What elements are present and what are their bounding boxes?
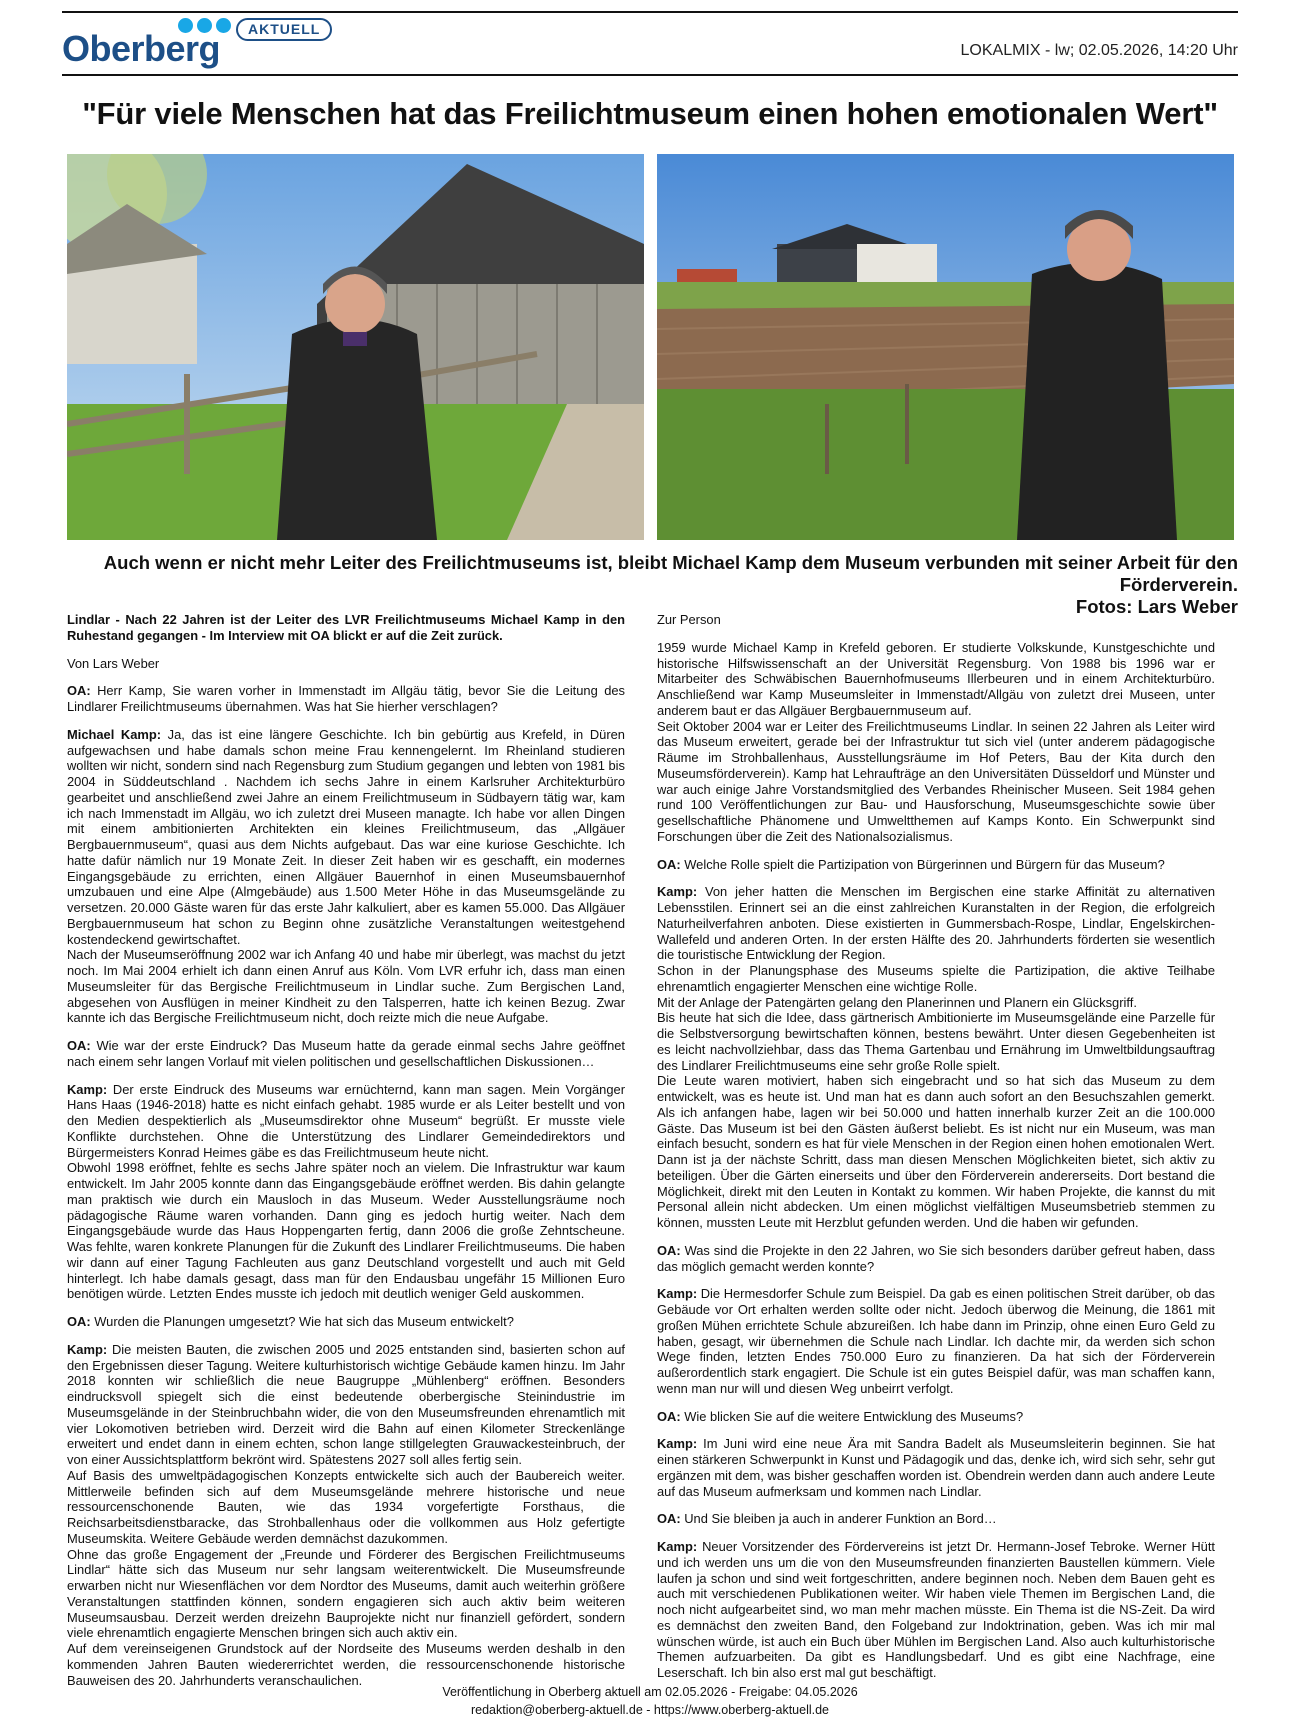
byline: Von Lars Weber bbox=[67, 655, 160, 671]
answer bbox=[657, 1436, 1215, 1499]
logo-badge: AKTUELL bbox=[236, 18, 332, 41]
answer-paragraph: Bis heute hat sich die Idee, dass gärtnerisch Ambitionierte im Museumsgelände eine Parzelle für die Selbstversorgung bewirtschaften können, bestens bewährt. Unter diesen Gegebenheiten ist es leicht nachvollziehbar, dass das Thema Gartenbau und Ernährung im Umweltbildungsauftrag des Lindlarer Freilichtmuseums eine sehr große Rolle spielt. bbox=[657, 1010, 1215, 1073]
article-title: "Für viele Menschen hat das Freilichtmuseum einen hohen emotionalen Wert" bbox=[82, 96, 1218, 131]
answer-text: Die Hermesdorfer Schule zum Beispiel. Da gab es einen politischen Streit darüber, ob das Gebäude vor Ort erhalten werden sollte oder nicht. Jedoch überwog die Meinung, die 1861 mit großen Mühen errichtete Schule abzureißen. Ich habe dann im Prinzip, ohne einen Euro Geld zu haben, gesagt, wir übernehmen die Schule nach Lindlar. Ich dachte mir, da werden sich schon Wege finden, letzten Endes 750.000 Euro zu finanzieren. Da hat sich der Förderverein außerordentlich stark engagiert. Die Schule ist ein gutes Beispiel dafür, was man schaffen kann, wenn man nur will und diesen Weg unbeirrt verfolgt. bbox=[657, 1286, 1215, 1396]
answer bbox=[67, 727, 625, 948]
question bbox=[657, 1409, 1215, 1425]
page-footer bbox=[0, 1683, 1300, 1719]
answer-text: Ja, das ist eine längere Geschichte. Ich bin gebürtig aus Krefeld, in Düren aufgewachsen und habe damals schon meine Frau kennengelernt. Im Rheinland studieren wollten wir nicht, sondern sind nach Regensburg zum Studium gegangen und lebten von 1981 bis 2004 in Süddeutschland . Nachdem ich sechs Jahre in einem Karlsruher Architekturbüro gearbeitet und anschließend zwei Jahre an einem Freilichtmuseum in Südbayern tätig war, kam ich nach Immenstadt im Allgäu, wo ich zuletzt drei Museen managte. Ich habe vor allen Dingen mit einem ambitionierten Architekten ein kleines Freilichtmuseum, das „Allgäuer Bergbauernmuseum“, quasi aus dem Nichts aufgebaut. Das war eine kuriose Geschichte. Ich hatte dafür nämlich nur 19 Monate Zeit. In dieser Zeit haben wir es geschafft, ein modernes Eingangsgebäude zu errichten, einen Allgäuer Bauernhof in einen Museumsbauernhof umzubauen und eine Alpe (Almgebäude) aus 1.500 Meter Höhe in das Museumsgelände zu versetzen. 20.000 Gäste waren für das erste Jahr kalkuliert, aber es kamen 55.000. Das Allgäuer Bergbauernmuseum hat schon zu Beginn ohne zusätzliche Veranstaltungen weitestgehend kostendeckend gewirtschaftet. bbox=[67, 726, 625, 947]
oberberg-aktuell-logo bbox=[62, 16, 342, 76]
question bbox=[67, 683, 625, 715]
logo-word: Oberberg bbox=[62, 28, 221, 69]
question-text: Herr Kamp, Sie waren vorher in Immenstadt im Allgäu tätig, bevor Sie die Leitung des Lindlarer Freilichtmuseums übernahmen. Was hat Sie hierher verschlagen? bbox=[67, 683, 625, 714]
answer-paragraph: Die Leute waren motiviert, haben sich eingebracht und so hat sich das Museum zu dem entwickelt, was es heute ist. Und man hat es dann auch sofort an den Besuchszahlen gemerkt. Als ich anfangen habe, lagen wir bei 50.000 und hatten innerhalb kurzer Zeit an die 100.000 Gäste. Das Museum ist bei den Gästen äußerst beliebt. Es ist nicht nur ein Museum, was man einfach besucht, sondern es hat für viele Menschen in der Region einen hohen emotionalen Wert. Dann ist ja der nächste Schritt, dass man diesen Menschen Möglichkeiten bietet, sich aktiv zu beteiligen. Über die Gärten einerseits und über den Förderverein andererseits. Dort bestand die Möglichkeit, direkt mit den Leuten in Kontakt zu kommen. Wir haben Projekte, die kannst du mit Personal allein nicht abdecken. Um einen möglichst vielfältigen Museumsbetrieb stemmen zu können, mussten Leute mit Herzblut gefunden werden. Und die haben wir gefunden. bbox=[657, 1073, 1215, 1230]
question bbox=[67, 1314, 625, 1330]
answer-paragraph: Ohne das große Engagement der „Freunde und Förderer des Bergischen Freilichtmuseums Lindlar“ hätte sich das Museum nur sehr langsam weiterentwickelt. Die Museumsfreunde erwarben nicht nur Wiesenflächen vor dem Nordtor des Museums, damit auch weiterhin größere Veranstaltungen stattfinden können, sondern engagieren sich auch aktiv beim weiteren Museumsausbau. Derzeit werden dreizehn Bauprojekte nicht nur finanziell gefördert, sondern viele ehrenamtlich engagierte Menschen bringen sich auch aktiv ein. bbox=[67, 1546, 625, 1641]
speaker-label: Michael Kamp: bbox=[67, 726, 162, 742]
photo-right bbox=[657, 154, 1234, 540]
answer bbox=[67, 1342, 625, 1468]
answer-text: Die meisten Bauten, die zwischen 2005 und 2025 entstanden sind, basierten schon auf den Ergebnissen dieser Tagung. Weitere kulturhistorisch wichtige Gebäude kamen hinzu. Im Jahr 2018 konnten wir schließlich die neue Baugruppe „Mühlenberg“ eröffnen. Besonders eindrucksvoll spiegelt sich die einst bedeutende oberbergische Steinindustrie im Museumsgelände in der Steinbruchbahn wider, die von den Museumsfreunden ehrenamtlich mit vier Lokomotiven betrieben wird. Derzeit wird die Bahn auf einen Kilometer Streckenlänge erweitert und endet dann in einem echten, schon lange stillgelegten Grauwackesteinbruch, der von einer Aussichtsplattform bekrönt wird. Spätestens 2027 soll alles fertig sein. bbox=[67, 1341, 625, 1467]
photo-left bbox=[67, 154, 644, 540]
question bbox=[67, 1038, 625, 1070]
answer-text: Von jeher hatten die Menschen im Bergischen eine starke Affinität zu alternativen Lebensstilen. Erinnert sei an die einst zahlreichen Kuranstalten in der Region, die erfolgreich Naturheilverfahren anboten. Diese existierten in Gummersbach-Rospe, Lindlar, Engelskirchen-Wallefeld und anderen Orten. In der ersten Hälfte des 20. Jahrhunderts förderten sie wesentlich die touristische Entwicklung der Region. bbox=[657, 884, 1215, 963]
right-column bbox=[657, 612, 1215, 1681]
answer-paragraph: Schon in der Planungsphase des Museums spielte die Partizipation, die aktive Teilhabe ehrenamtlich engagierter Menschen eine wichtige Rolle. bbox=[657, 963, 1215, 994]
question bbox=[657, 857, 1215, 873]
answer-text: Neuer Vorsitzender des Fördervereins ist jetzt Dr. Hermann-Josef Tebroke. Werner Hütt und ich werden uns um die von den Museumsfreunden finanzierten Baustellen kümmern. Viele laufen ja schon und sind weit fortgeschritten, andere beginnen noch. Neben dem Bauen geht es auch mit verschiedenen Publikationen weiter. Wir haben viele Themen im Bergischen Land, die noch nicht aufgearbeitet sind, wo man mehr machen müsste. Ein Thema ist die NS-Zeit. Da wird es demnächst den zweiten Band, den Folgeband zur Indoktrination, geben. Was ich mir mal wünschen würde, ist auch ein Buch über Mühlen im Bergischen Land. Also auch kulturhistorische Themen aufzuarbeiten. Da gibt es Handlungsbedarf. Und es gibt eine Nachfrage, eine Leserschaft. Ich bin also erst mal gut beschäftigt. bbox=[657, 1539, 1215, 1680]
answer-text: Der erste Eindruck des Museums war ernüchternd, kann man sagen. Mein Vorgänger Hans Haas (1946-2018) hatte es nicht einfach gehabt. 1985 wurde er als Leiter bestellt und von den Medien despektierlich als „Museumsdirektor ohne Museum“ begrüßt. Er musste viele Konflikte durchstehen. Ohne die Unterstützung des Lindlarer Gemeindedirektors und Bürgermeisters Konrad Heimes gäbe es das Freilichtmuseum heute nicht. bbox=[67, 1081, 625, 1160]
left-column bbox=[67, 612, 625, 1688]
answer-paragraph: Mit der Anlage der Patengärten gelang den Planerinnen und Planern ein Glücksgriff. bbox=[657, 994, 1137, 1010]
speaker-label: OA: bbox=[67, 1038, 91, 1053]
question bbox=[657, 1511, 1215, 1527]
question-text: Wurden die Planungen umgesetzt? Wie hat sich das Museum entwickelt? bbox=[94, 1314, 514, 1329]
question-text: Und Sie bleiben ja auch in anderer Funktion an Bord… bbox=[684, 1511, 997, 1527]
speaker-label: Kamp: bbox=[67, 1341, 108, 1357]
photo-caption bbox=[62, 552, 1238, 618]
person-heading: Zur Person bbox=[657, 612, 721, 627]
speaker-label: OA: bbox=[657, 1511, 681, 1527]
question bbox=[657, 1243, 1215, 1275]
publication-note: Veröffentlichung in Oberberg aktuell am 02.05.2026 - Freigabe: 04.05.2026 bbox=[442, 1685, 858, 1699]
person-paragraph: 1959 wurde Michael Kamp in Krefeld geboren. Er studierte Volkskunde, Kunstgeschichte und historische Hilfswissenschaft an der Universität Regensburg. Von 1988 bis 1996 war er Mitarbeiter des Schwäbischen Bauernhofmuseums Illerbeuren und in einem Architekturbüro. Anschließend war Kamp Museumsleiter in Immenstadt/Allgäu von zuletzt drei Museen, unter anderem baut er das Allgäuer Bergbauernmuseum auf. bbox=[657, 639, 1215, 718]
contact-line: redaktion@oberberg-aktuell.de - https://www.oberberg-aktuell.de bbox=[470, 1703, 830, 1717]
answer-paragraph: Nach der Museumseröffnung 2002 war ich Anfang 40 und habe mir überlegt, was machst du jetzt noch. Im Mai 2004 erhielt ich dann einen Anruf aus Köln. Vom LVR erfuhr ich, dass man einen Museumsleiter für das Bergische Freilichtmuseum in Lindlar suche. Zum Bergischen Land, abgesehen von Ausflügen in meiner Kindheit zu den Talsperren, hatte ich keinen Bezug. Zwar kannte ich das Bergische Freilichtmuseum nicht, doch reizte mich die neue Aufgabe. bbox=[67, 947, 625, 1026]
question-text: Wie war der erste Eindruck? Das Museum hatte da gerade einmal sechs Jahre geöffnet nach einem sehr langen Vorlauf mit vielen politischen und gesellschaftlichen Diskussionen… bbox=[67, 1038, 625, 1069]
page-header bbox=[62, 14, 1238, 74]
answer-paragraph: Auf Basis des umweltpädagogischen Konzepts entwickelte sich auch der Baubereich weiter. Mittlerweile befinden sich auf dem Museumsgelände mehrere historische und neue ressourcenschonende Bauten, wie das 1934 vorgefertigte Forsthaus, die Reichsarbeitsdienstbaracke, das Strohballenhaus oder die vollkommen aus Holz gefertigte Museumskita. Weitere Gebäude werden demnächst dazukommen. bbox=[67, 1467, 625, 1546]
speaker-label: OA: bbox=[657, 1408, 681, 1424]
speaker-label: Kamp: bbox=[657, 1286, 698, 1302]
photo-credit: Fotos: Lars Weber bbox=[1075, 596, 1238, 617]
answer-text: Im Juni wird eine neue Ära mit Sandra Badelt als Museumsleiterin beginnen. Sie hat einen stärkeren Schwerpunkt in Kunst und Pädagogik und das, denke ich, wird sich sehr, sehr gut ergänzen mit dem, was bisher geschaffen worden ist. Obendrein werden dann auch andere Leute auf das Museum aufmerksam und kommen nach Lindlar. bbox=[657, 1436, 1215, 1499]
person-paragraph: Seit Oktober 2004 war er Leiter des Freilichtmuseums Lindlar. In seinen 22 Jahren als Leiter wird das Museum erweitert, gerade bei der Infrastruktur tut sich viel (unter anderem pädagogische Räume im Strohballenhaus, Ausstellungsräume im Hof Peters, Bau der Kita durch den Museumsförderverein). Kamp hat Lehraufträge an den Universitäten Düsseldorf und Münster und war auch einige Jahre Vorstandsmitglied des Verbandes Rheinischer Museen. Seit 1984 gehen rund 100 Veröffentlichungen zur Bau- und Hausforschung, Museumsgeschichte sowie über gesellschaftliche Phänomene und Umweltthemen auf Kamps Konto. Ein Schwerpunkt sind Forschungen über die Zeit des Nationalsozialismus. bbox=[657, 718, 1215, 844]
speaker-label: OA: bbox=[67, 683, 91, 699]
speaker-label: Kamp: bbox=[657, 884, 698, 900]
caption-text: Auch wenn er nicht mehr Leiter des Freilichtmuseums ist, bleibt Michael Kamp dem Museum verbunden mit seiner Arbeit für den Förderverein. bbox=[103, 552, 1238, 595]
speaker-label: Kamp: bbox=[67, 1081, 108, 1097]
speaker-label: OA: bbox=[657, 856, 681, 872]
speaker-label: OA: bbox=[657, 1242, 681, 1258]
answer-paragraph: Obwohl 1998 eröffnet, fehlte es sechs Jahre später noch an vielem. Die Infrastruktur war kaum entwickelt. Im Jahr 2005 konnte dann das Eingangsgebäude eröffnet werden. Bis dahin gelangte man praktisch wie durch ein Mausloch in das Museum. Weder Ausstellungsräume noch pädagogische Räume waren vorhanden. Dann ging es jedoch hurtig weiter. Nach dem Eingangsgebäude wurde das Haus Hoppengarten fertig, dann 2006 die große Zehntscheune. Was fehlte, waren konkrete Planungen für die Zukunft des Lindlarer Freilichtmuseums. Die haben wir dann auf einer Tagung Fachleuten aus ganz Deutschland vorgestellt und auch mit Geld hinterlegt. Ich habe damals gesagt, dass man für den Endausbau ungefähr 15 Millionen Euro benötigen würde. Letzten Endes musste ich jedoch mit deutlich weniger Geld auskommen. bbox=[67, 1160, 625, 1302]
answer bbox=[657, 1539, 1215, 1681]
dateline: LOKALMIX - lw; 02.05.2026, 14:20 Uhr bbox=[960, 42, 1238, 59]
speaker-label: Kamp: bbox=[657, 1436, 698, 1452]
answer bbox=[657, 1286, 1215, 1396]
speaker-label: OA: bbox=[67, 1314, 91, 1329]
question-text: Was sind die Projekte in den 22 Jahren, wo Sie sich besonders darüber gefreut haben, dass das möglich gemacht werden konnte? bbox=[657, 1242, 1215, 1274]
header-rule bbox=[62, 74, 1238, 76]
speaker-label: Kamp: bbox=[657, 1539, 698, 1554]
question-text: Welche Rolle spielt die Partizipation von Bürgerinnen und Bürgern für das Museum? bbox=[684, 856, 1165, 872]
answer-paragraph: Auf dem vereinseigenen Grundstock auf der Nordseite des Museums werden deshalb in den kommenden Jahren Bauten wiedererrichtet werden, die ressourcenschonende historische Bauweisen des 20. Jahrhunderts veranschaulichen. bbox=[67, 1641, 625, 1688]
answer bbox=[657, 884, 1215, 963]
top-rule bbox=[62, 11, 1238, 13]
answer bbox=[67, 1082, 625, 1161]
article-lead: Lindlar - Nach 22 Jahren ist der Leiter des LVR Freilichtmuseums Michael Kamp in den Ruhestand gegangen - Im Interview mit OA blickt er auf die Zeit zurück. bbox=[67, 612, 625, 643]
question-text: Wie blicken Sie auf die weitere Entwicklung des Museums? bbox=[684, 1408, 1024, 1424]
